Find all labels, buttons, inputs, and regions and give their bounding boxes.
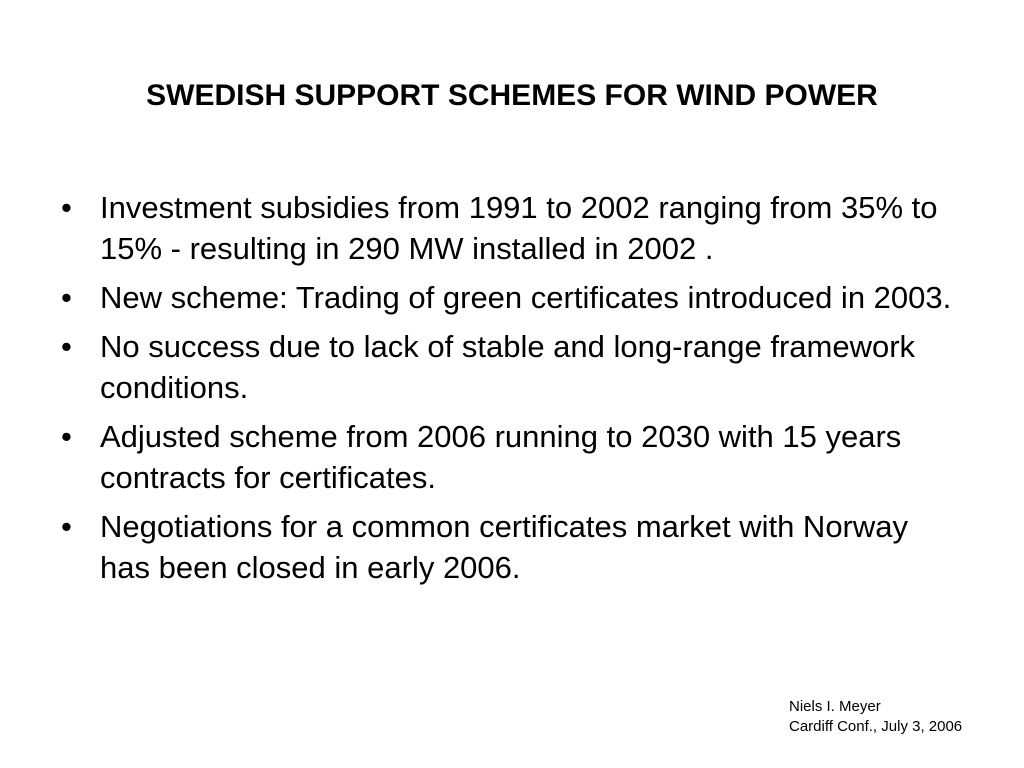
bullet-icon: • xyxy=(61,190,72,225)
slide-footer xyxy=(789,697,1009,737)
bullet-text: Investment subsidies from 1991 to 2002 ranging from 35% to 15% - resulting in 290 MW installed in 2002 . xyxy=(100,190,938,266)
bullet-icon: • xyxy=(61,419,72,454)
bullet-text: Adjusted scheme from 2006 running to 2030 with 15 years contracts for certificates. xyxy=(100,419,902,495)
bullet-list xyxy=(55,187,960,596)
bullet-item xyxy=(55,187,960,269)
bullet-item xyxy=(55,506,960,588)
bullet-icon: • xyxy=(61,280,72,315)
bullet-icon: • xyxy=(61,509,72,544)
bullet-icon: • xyxy=(61,329,72,364)
bullet-text: Negotiations for a common certificates market with Norway has been closed in early 2006. xyxy=(100,509,909,585)
slide-title: SWEDISH SUPPORT SCHEMES FOR WIND POWER xyxy=(146,79,878,112)
footer-author: Niels I. Meyer xyxy=(789,698,881,715)
bullet-text: New scheme: Trading of green certificates introduced in 2003. xyxy=(100,280,952,315)
bullet-text: No success due to lack of stable and long-range framework conditions. xyxy=(100,329,916,405)
bullet-item xyxy=(55,326,960,408)
bullet-item xyxy=(55,416,960,498)
footer-event: Cardiff Conf., July 3, 2006 xyxy=(789,718,963,735)
bullet-item xyxy=(55,277,960,318)
